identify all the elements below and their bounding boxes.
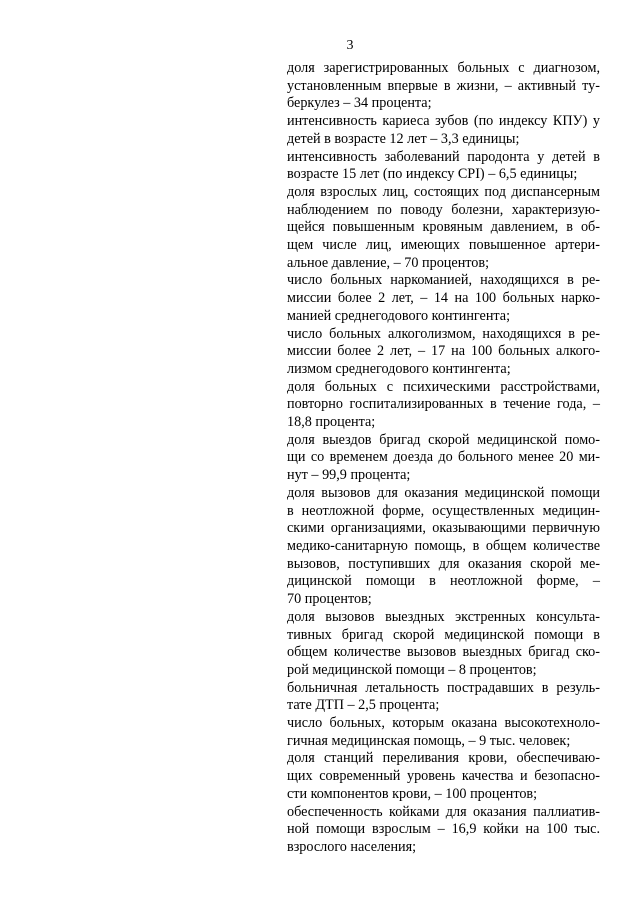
- indicator-item: [287, 715, 600, 750]
- indicator-line: дицинской помощи в неотложной форме, –: [287, 573, 600, 590]
- indicator-item: [287, 485, 600, 609]
- indicator-line: щем числе лиц, имеющих повышенное артери-: [287, 237, 600, 254]
- indicator-line: доля больных с психическими расстройствами,: [287, 378, 600, 395]
- indicator-list: [287, 60, 600, 857]
- indicator-line: доля выездов бригад скорой медицинской помо-: [287, 431, 600, 448]
- indicator-line: беркулез – 34 процента;: [287, 95, 432, 112]
- indicator-line: альное давление, – 70 процентов;: [287, 254, 490, 271]
- indicator-line: больничная летальность пострадавших в резуль-: [287, 679, 600, 696]
- indicator-line: 18,8 процента;: [287, 414, 376, 431]
- indicator-line: доля вызовов для оказания медицинской помощи: [287, 484, 600, 501]
- indicator-item: [287, 432, 600, 485]
- indicator-line: щих современный уровень качества и безопасно-: [287, 768, 600, 785]
- indicator-item: [287, 184, 600, 273]
- indicator-line: детей в возрасте 12 лет – 3,3 единицы;: [287, 130, 520, 147]
- indicator-line: взрослого населения;: [287, 838, 417, 855]
- indicator-item: [287, 326, 600, 379]
- indicator-item: [287, 272, 600, 325]
- indicator-line: ной помощи взрослым – 16,9 койки на 100 тыс.: [287, 821, 600, 838]
- indicator-line: повторно госпитализированных в течение года, –: [287, 396, 600, 413]
- indicator-line: тате ДТП – 2,5 процента;: [287, 697, 440, 714]
- indicator-line: тивных бригад скорой медицинской помощи в: [287, 626, 600, 643]
- indicator-item: [287, 379, 600, 432]
- indicator-line: медико-санитарную помощь, в общем количестве: [287, 537, 600, 554]
- indicator-line: интенсивность заболеваний пародонта у детей в: [287, 148, 600, 165]
- indicator-line: возрасте 15 лет (по индексу CPI) – 6,5 единицы;: [287, 166, 578, 183]
- indicator-line: сти компонентов крови, – 100 процентов;: [287, 785, 538, 802]
- indicator-item: [287, 804, 600, 857]
- indicator-item: [287, 750, 600, 803]
- indicator-line: установленным впервые в жизни, – активный ту-: [287, 77, 600, 94]
- indicator-item: [287, 60, 600, 113]
- indicator-line: скими организациями, оказывающими первичную: [287, 520, 600, 537]
- indicator-line: интенсивность кариеса зубов (по индексу КПУ) у: [287, 113, 600, 130]
- indicator-line: число больных, которым оказана высокотехноло-: [287, 715, 600, 732]
- indicator-line: доля зарегистрированных больных с диагнозом,: [287, 60, 600, 76]
- indicator-line: лизмом среднегодового контингента;: [287, 360, 511, 377]
- indicator-line: щи со временем доезда до больного менее 20 ми-: [287, 449, 600, 466]
- indicator-item: [287, 609, 600, 680]
- indicator-line: обеспеченность койками для оказания паллиатив-: [287, 803, 600, 820]
- indicator-line: щейся повышенным кровяным давлением, в об-: [287, 219, 600, 236]
- indicator-item: [287, 149, 600, 184]
- indicator-line: доля станций переливания крови, обеспечиваю-: [287, 750, 600, 767]
- indicator-line: миссии более 2 лет, – 17 на 100 больных алкого-: [287, 343, 600, 360]
- indicator-line: рой медицинской помощи – 8 процентов;: [287, 661, 537, 678]
- indicator-line: миссии более 2 лет, – 14 на 100 больных нарко-: [287, 290, 600, 307]
- indicator-line: наблюдением по поводу болезни, характеризую-: [287, 201, 600, 218]
- indicator-line: в неотложной форме, осуществленных медицин-: [287, 502, 600, 519]
- indicator-line: гичная медицинская помощь, – 9 тыс. человек;: [287, 732, 571, 749]
- indicator-item: [287, 680, 600, 715]
- indicator-line: доля вызовов выездных экстренных консульта-: [287, 608, 600, 625]
- indicator-line: общем количестве вызовов выездных бригад ско-: [287, 644, 600, 661]
- indicator-item: [287, 113, 600, 148]
- indicator-line: доля взрослых лиц, состоящих под диспансерным: [287, 183, 600, 200]
- indicator-line: вызовов, поступивших для оказания скорой ме-: [287, 555, 600, 572]
- indicator-line: 70 процентов;: [287, 591, 372, 608]
- indicator-line: нут – 99,9 процента;: [287, 467, 411, 484]
- page-number: 3: [346, 38, 354, 53]
- indicator-line: манией среднегодового контингента;: [287, 307, 511, 324]
- indicator-line: число больных наркоманией, находящихся в ре-: [287, 272, 600, 289]
- indicator-line: число больных алкоголизмом, находящихся в ре-: [287, 325, 600, 342]
